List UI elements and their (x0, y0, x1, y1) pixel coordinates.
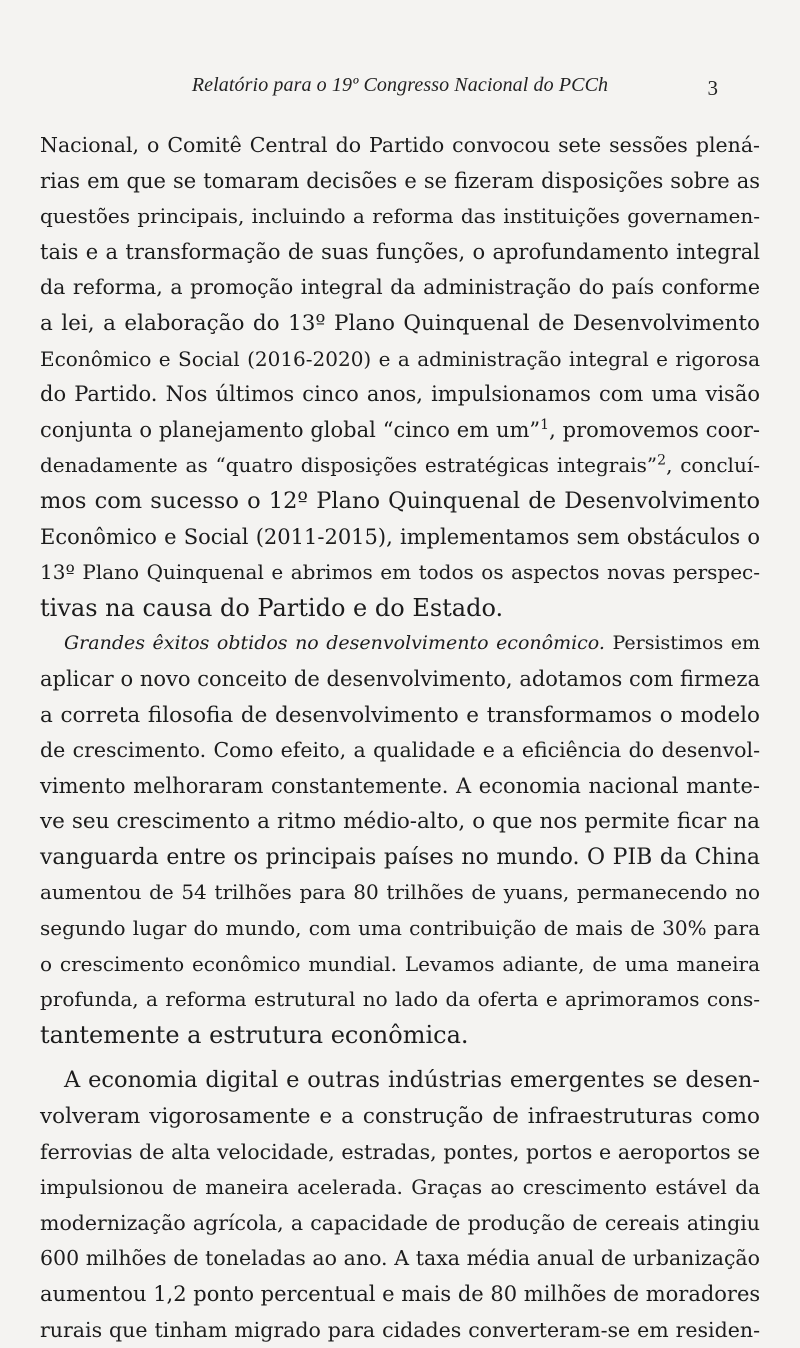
footnote-marker[interactable]: 2 (657, 452, 667, 469)
text-line: tantemente a estrutura econômica. (40, 1020, 469, 1049)
text-line: tais e a transformação de suas funções, o aprofundamento integral (40, 239, 760, 264)
text-line: modernização agrícola, a capacidade de produção de cereais atingiu (40, 1210, 760, 1235)
text-line: tivas na causa do Partido e do Estado. (40, 593, 504, 622)
text-segment: denadamente as “quatro disposições estratégicas integrais” (40, 453, 658, 478)
text-line: profunda, a reforma estrutural no lado da oferta e aprimoramos cons- (40, 987, 760, 1012)
text-line: impulsionou de maneira acelerada. Graças ao crescimento estável da (40, 1175, 760, 1200)
text-segment: conjunta o planejamento global “cinco em um” (40, 417, 541, 442)
text-line-with-lead (40, 626, 760, 662)
text-line: volveram vigorosamente e a construção de infraestruturas como (40, 1104, 760, 1130)
text-line: rias em que se tomaram decisões e se fizeram disposições sobre as (40, 168, 760, 193)
text-line: A economia digital e outras indústrias emergentes se desen- (64, 1067, 760, 1094)
paragraph-spacer (40, 1053, 760, 1063)
text-line: ferrovias de alta velocidade, estradas, pontes, portos e aeroportos se (40, 1139, 760, 1164)
text-line: a lei, a elaboração do 13º Plano Quinquenal de Desenvolvimento (40, 310, 760, 336)
text-line: ve seu crescimento a ritmo médio-alto, o que nos permite ficar na (40, 809, 760, 835)
text-line: de crescimento. Como efeito, a qualidade e a eficiência do desenvol- (40, 738, 760, 763)
footnote-marker[interactable]: 1 (540, 416, 550, 433)
italic-lead-phrase: Grandes êxitos obtidos no desenvolvimento econômico. (64, 632, 605, 655)
text-line: Econômico e Social (2016-2020) e a administração integral e rigorosa (40, 346, 760, 371)
text-line: Nacional, o Comitê Central do Partido convocou sete sessões plená- (40, 133, 760, 157)
text-line: do Partido. Nos últimos cinco anos, impulsionamos com uma visão (40, 382, 760, 407)
text-line: aumentou de 54 trilhões para 80 trilhões de yuans, permanecendo no (40, 880, 760, 905)
text-segment: , concluí- (666, 453, 760, 478)
body-text (40, 128, 760, 1348)
text-line: segundo lugar do mundo, com uma contribuição de mais de 30% para (40, 916, 760, 941)
text-line: vanguarda entre os principais países no mundo. O PIB da China (40, 844, 760, 870)
text-line: a correta filosofia de desenvolvimento e transformamos o modelo (40, 702, 760, 728)
text-segment: Persistimos em (604, 632, 761, 655)
text-line: aplicar o novo conceito de desenvolvimento, adotamos com firmeza (40, 666, 760, 691)
text-line: 600 milhões de toneladas ao ano. A taxa média anual de urbanização (40, 1246, 760, 1271)
paragraph-digital-economy (40, 1063, 760, 1348)
paragraph-continuation (40, 128, 760, 626)
text-line: questões principais, incluindo a reforma das instituições governamen- (40, 204, 760, 229)
running-header (40, 74, 760, 104)
text-line: da reforma, a promoção integral da administração do país conforme (40, 275, 760, 300)
text-line: rurais que tinham migrado para cidades converteram-se em residen- (40, 1317, 760, 1342)
text-line: vimento melhoraram constantemente. A economia nacional mante- (40, 773, 760, 798)
text-line: o crescimento econômico mundial. Levamos adiante, de uma maneira (40, 951, 760, 976)
text-line-with-footnote (40, 448, 760, 484)
paragraph-economic-achievements (40, 626, 760, 1053)
text-line: mos com sucesso o 12º Plano Quinquenal de Desenvolvimento (40, 487, 760, 514)
page-number: 3 (707, 76, 718, 100)
text-line: aumentou 1,2 ponto percentual e mais de 80 milhões de moradores (40, 1282, 761, 1306)
text-line: 13º Plano Quinquenal e abrimos em todos os aspectos novas perspec- (40, 560, 760, 585)
text-line-with-footnote (40, 413, 760, 449)
text-line: Econômico e Social (2011-2015), implementamos sem obstáculos o (40, 524, 760, 549)
running-header-title: Relatório para o 19º Congresso Nacional do PCCh (191, 74, 609, 96)
text-segment: , promovemos coor- (549, 417, 760, 442)
